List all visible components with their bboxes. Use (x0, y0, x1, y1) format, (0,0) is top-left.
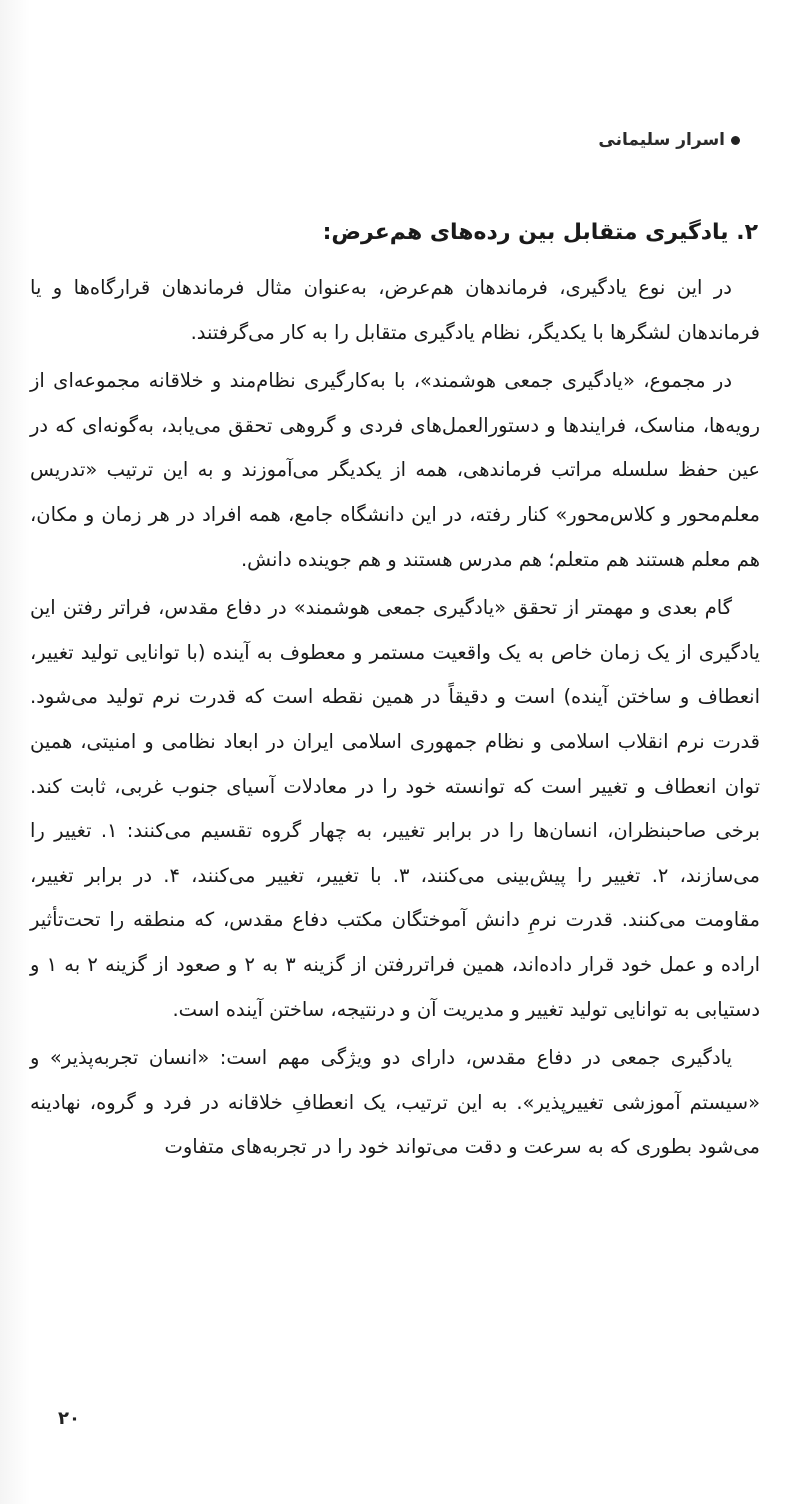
body-text (30, 266, 760, 1170)
page-number: ۲۰ (58, 1408, 80, 1429)
paragraph-3: گام بعدی و مهمتر از تحقق «یادگیری جمعی هوشمند» در دفاع مقدس، فراتر رفتن این یادگیری از یک زمان خاص به یک واقعیت مستمر و معطوف به آینده (با توانایی تولید تغییر، انعطاف و ساختن آینده) است و دقیقاً در همین نقطه است که قدرت نرم تولید می‌شود. قدرت نرم انقلاب اسلامی و نظام جمهوری اسلامی ایران در ابعاد نظامی و امنیتی، همین توان انعطاف و تغییر است که توانسته خود را در معادلات آسیای جنوب غربی، ثابت کند. برخی صاحبنظران، انسان‌ها را در برابر تغییر، به چهار گروه تقسیم می‌کنند: ۱. تغییر را می‌سازند، ۲. تغییر را پیش‌بینی می‌کنند، ۳. با تغییر، تغییر می‌کنند، ۴. در برابر تغییر، مقاومت می‌کنند. قدرت نرمِ دانش آموختگان مکتب دفاع مقدس، که منطقه را تحت‌تأثیر اراده و عمل خود قرار داده‌اند، همین فراتررفتن از گزینه ۳ به ۲ و صعود از گزینه ۲ به ۱ و دستیابی به توانایی تولید تغییر و مدیریت آن و درنتیجه، ساختن آینده است. (30, 596, 760, 1021)
paragraph-1: در این نوع یادگیری، فرماندهان هم‌عرض، به‌عنوان مثال فرماندهان قرارگاه‌ها و یا فرماندهان لشگرها با یکدیگر، نظام یادگیری متقابل را به کار می‌گرفتند. (30, 276, 760, 344)
bullet-icon (731, 136, 740, 145)
section-heading: ۲. یادگیری متقابل بین رده‌های هم‌عرض: (322, 220, 758, 245)
running-title: اسرار سلیمانی (598, 130, 725, 150)
paragraph-2: در مجموع، «یادگیری جمعی هوشمند»، با به‌کارگیری نظام‌مند و خلاقانه مجموعه‌ای از رویه‌ها، مناسک، فرایندها و دستورالعمل‌های فردی و گروهی تحقق می‌یابد، به‌گونه‌ای که در عین حفظ سلسله مراتب فرماندهی، همه از یکدیگر می‌آموزند و به این ترتیب «تدریس معلم‌محور و کلاس‌محور» کنار رفته، در این دانشگاه جامع، همه افراد در هر زمان و مکان، هم معلم هستند هم متعلم؛ هم مدرس هستند و هم جوینده دانش. (30, 369, 760, 571)
paragraph-4: یادگیری جمعی در دفاع مقدس، دارای دو ویژگی مهم است: «انسان تجربه‌پذیر» و «سیستم آموزشی تغییرپذیر». به این ترتیب، یک انعطافِ خلاقانه در فرد و گروه، نهادینه می‌شود بطوری که به سرعت و دقت می‌تواند خود را در تجربه‌های متفاوت (30, 1046, 760, 1159)
running-header (598, 130, 740, 150)
